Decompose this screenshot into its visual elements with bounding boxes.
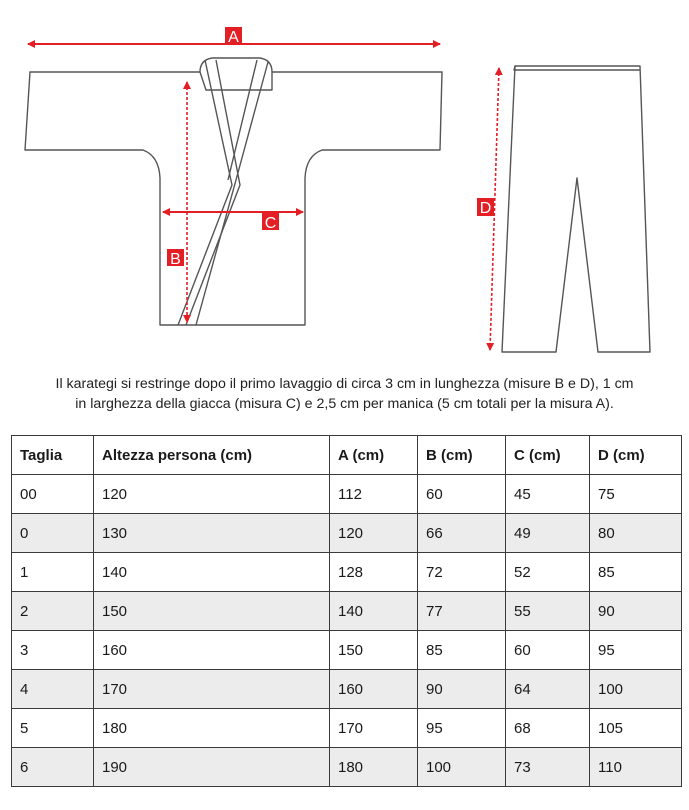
table-row [12, 631, 682, 670]
cell-a: 170 [330, 709, 418, 748]
header-a: A (cm) [330, 436, 418, 475]
cell-b: 100 [418, 748, 506, 787]
cell-c: 73 [506, 748, 590, 787]
cell-height: 190 [94, 748, 330, 787]
table-row [12, 553, 682, 592]
cell-height: 180 [94, 709, 330, 748]
header-d: D (cm) [590, 436, 682, 475]
cell-size: 4 [12, 670, 94, 709]
pants-drawing [502, 66, 650, 352]
cell-size: 1 [12, 553, 94, 592]
cell-d: 100 [590, 670, 682, 709]
cell-c: 55 [506, 592, 590, 631]
table-row [12, 475, 682, 514]
header-b: B (cm) [418, 436, 506, 475]
cell-a: 128 [330, 553, 418, 592]
header-height: Altezza persona (cm) [94, 436, 330, 475]
table-row [12, 670, 682, 709]
shrinkage-note [0, 374, 689, 414]
cell-a: 150 [330, 631, 418, 670]
size-table [11, 435, 682, 787]
measure-c-label: C [264, 215, 277, 232]
table-row [12, 709, 682, 748]
cell-a: 180 [330, 748, 418, 787]
cell-d: 110 [590, 748, 682, 787]
cell-height: 150 [94, 592, 330, 631]
cell-d: 95 [590, 631, 682, 670]
cell-a: 120 [330, 514, 418, 553]
cell-size: 0 [12, 514, 94, 553]
cell-size: 6 [12, 748, 94, 787]
header-c: C (cm) [506, 436, 590, 475]
cell-d: 90 [590, 592, 682, 631]
cell-c: 52 [506, 553, 590, 592]
cell-c: 60 [506, 631, 590, 670]
cell-d: 105 [590, 709, 682, 748]
cell-size: 3 [12, 631, 94, 670]
cell-c: 68 [506, 709, 590, 748]
cell-b: 90 [418, 670, 506, 709]
cell-a: 140 [330, 592, 418, 631]
cell-d: 85 [590, 553, 682, 592]
shrinkage-note-line-2: in larghezza della giacca (misura C) e 2,5 cm per manica (5 cm totali per la misura A). [75, 396, 614, 412]
measure-d-label: D [479, 200, 492, 217]
cell-height: 140 [94, 553, 330, 592]
cell-d: 75 [590, 475, 682, 514]
measure-a-label: A [228, 29, 239, 46]
cell-height: 160 [94, 631, 330, 670]
table-row [12, 748, 682, 787]
cell-b: 95 [418, 709, 506, 748]
cell-height: 170 [94, 670, 330, 709]
cell-d: 80 [590, 514, 682, 553]
jacket-drawing [25, 58, 442, 325]
cell-a: 160 [330, 670, 418, 709]
header-size: Taglia [12, 436, 94, 475]
cell-c: 49 [506, 514, 590, 553]
cell-b: 60 [418, 475, 506, 514]
measure-b-label: B [170, 251, 181, 268]
cell-b: 66 [418, 514, 506, 553]
karategi-size-diagram [0, 0, 689, 365]
cell-height: 120 [94, 475, 330, 514]
cell-size: 2 [12, 592, 94, 631]
cell-a: 112 [330, 475, 418, 514]
cell-b: 77 [418, 592, 506, 631]
cell-height: 130 [94, 514, 330, 553]
table-header-row [12, 436, 682, 475]
cell-c: 45 [506, 475, 590, 514]
cell-size: 00 [12, 475, 94, 514]
cell-b: 72 [418, 553, 506, 592]
cell-b: 85 [418, 631, 506, 670]
table-row [12, 514, 682, 553]
table-row [12, 592, 682, 631]
shrinkage-note-line-1: Il karategi si restringe dopo il primo lavaggio di circa 3 cm in lunghezza (misure B e D), 1 cm [55, 376, 634, 392]
cell-c: 64 [506, 670, 590, 709]
cell-size: 5 [12, 709, 94, 748]
